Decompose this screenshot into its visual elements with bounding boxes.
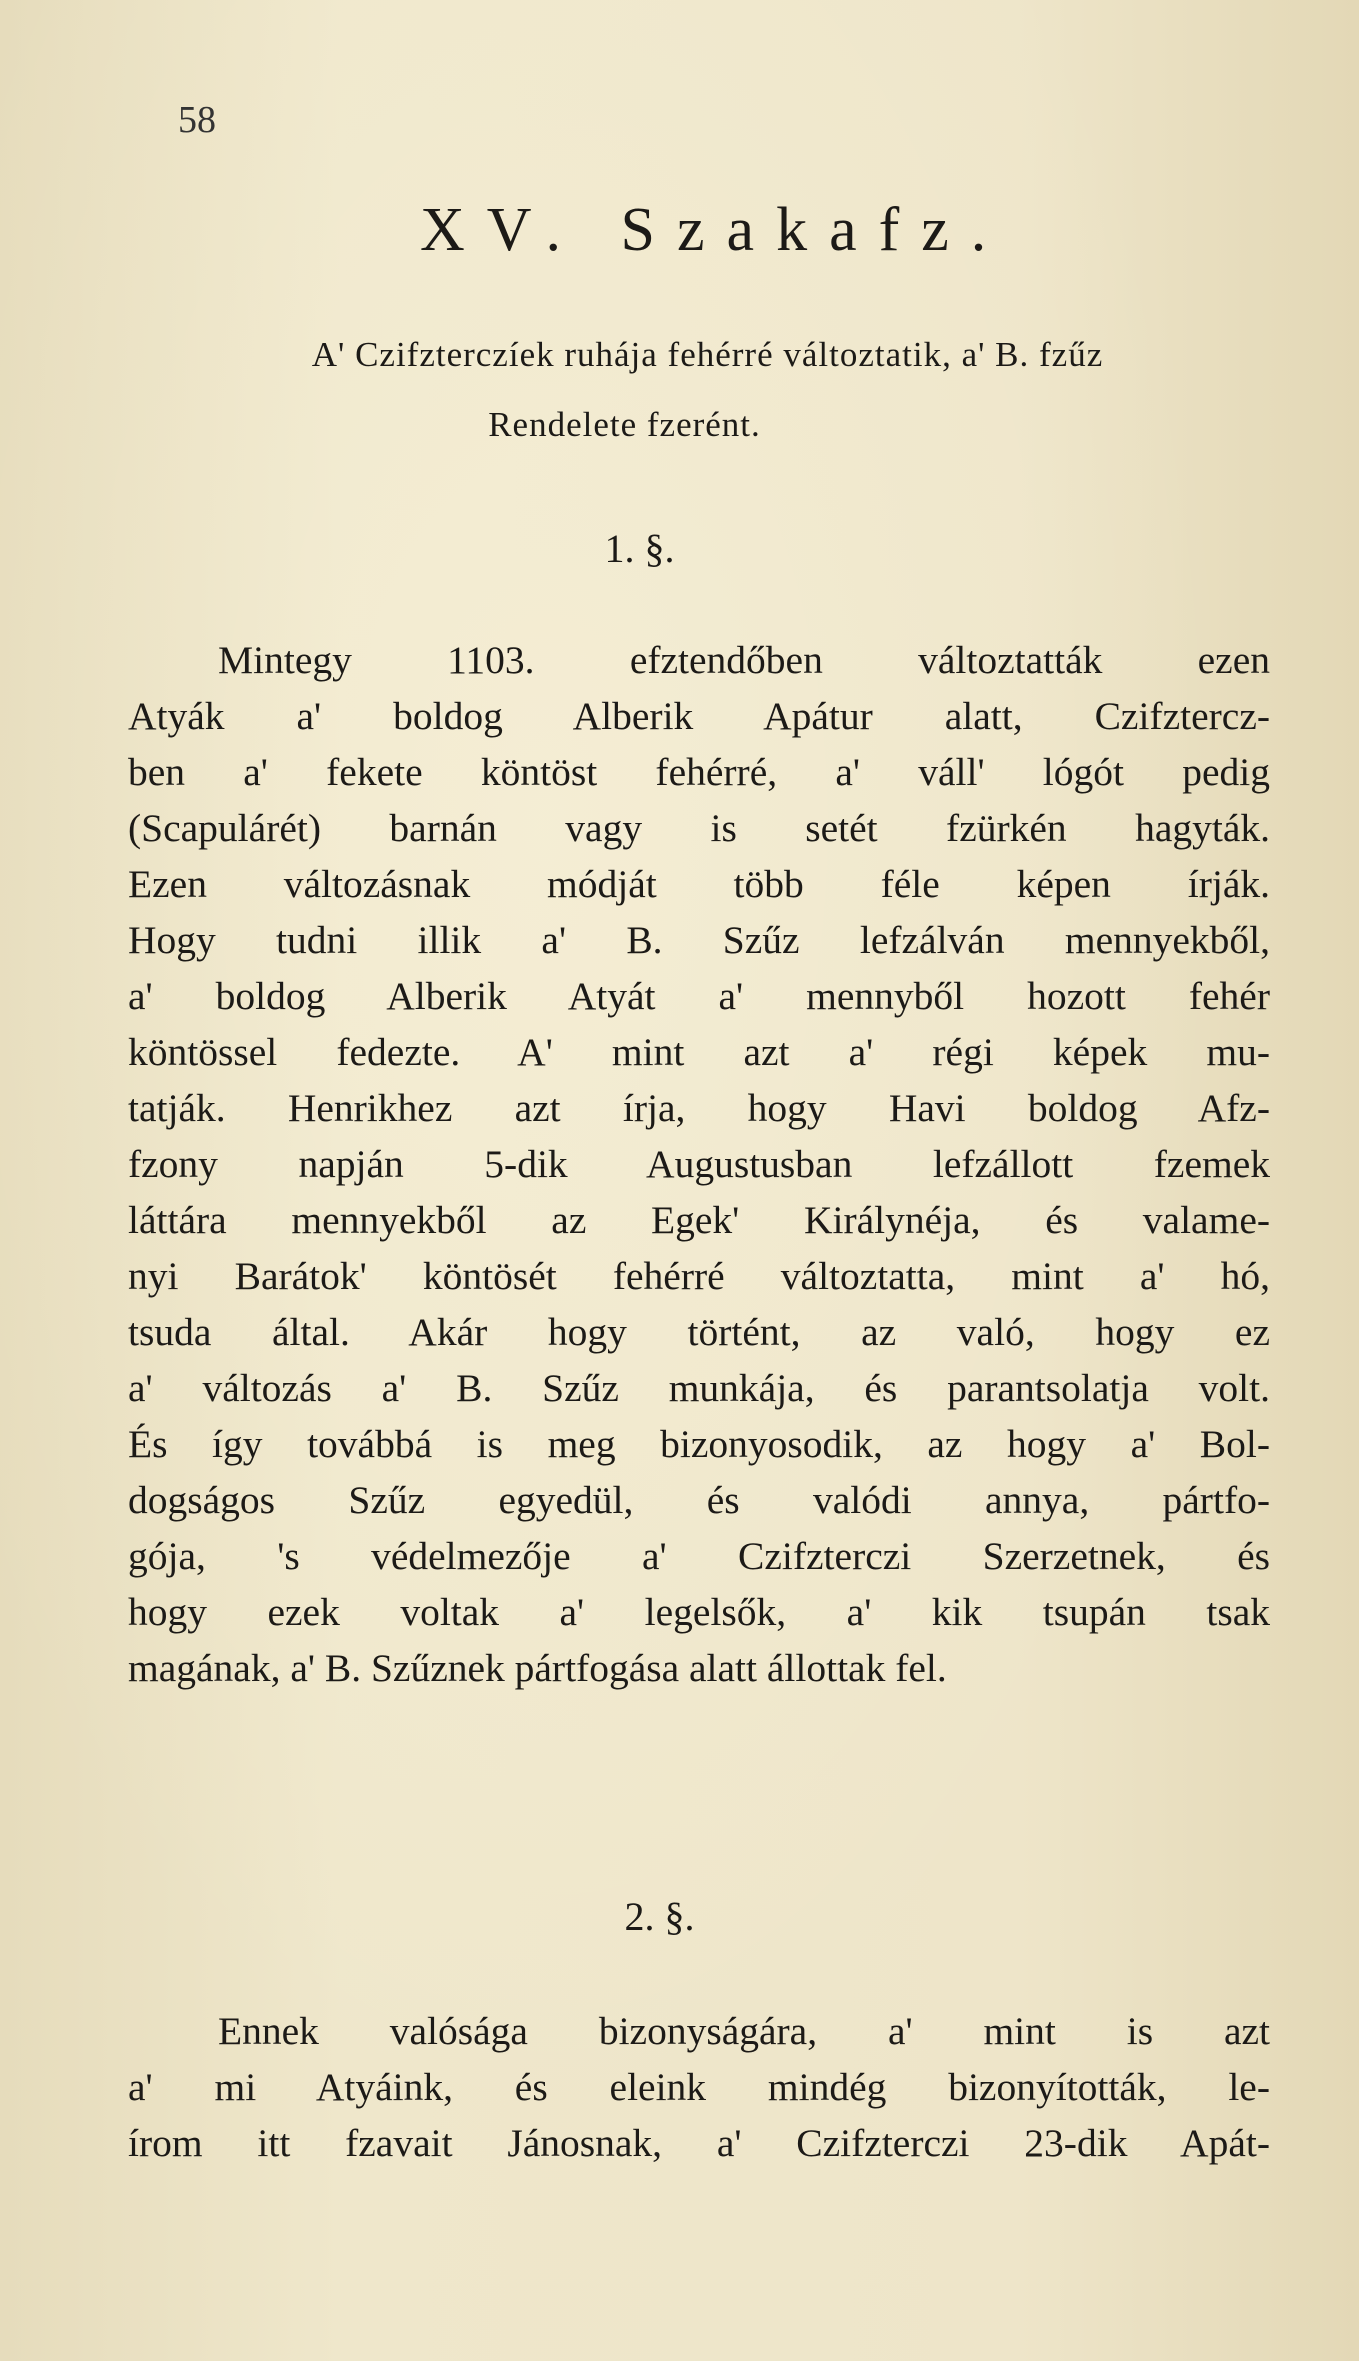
text-line: (Scapulárét) barnán vagy is setét fzürkén hagyták. [128,806,1270,850]
text-line: nyi Barátok' köntösét fehérré változtatta, mint a' hó, [128,1254,1270,1298]
chapter-subtitle-line: Rendelete fzerént. [488,405,761,444]
text-line: magának, a' B. Szűznek pártfogása alatt állottak fel. [128,1646,947,1690]
chapter-title: XV. Szakafz. [420,196,1009,264]
text-line: Hogy tudni illik a' B. Szűz lefzálván mennyekből, [128,918,1270,962]
section-heading-1: 1. §. [604,526,675,571]
text-line: tsuda által. Akár hogy történt, az való, hogy ez [128,1310,1270,1354]
text-line: Ezen változásnak módját több féle képen írják. [128,862,1270,906]
section-heading-2: 2. §. [624,1894,695,1939]
text-line: láttára mennyekből az Egek' Királynéja, és valame- [128,1198,1270,1242]
text-line: a' változás a' B. Szűz munkája, és parantsolatja volt. [128,1366,1270,1410]
text-line: tatják. Henrikhez azt írja, hogy Havi boldog Afz- [128,1086,1270,1130]
text-line: köntössel fedezte. A' mint azt a' régi képek mu- [128,1030,1270,1074]
text-line: írom itt fzavait Jánosnak, a' Czifzterczi 23-dik Apát- [128,2121,1270,2165]
text-line: gója, 's védelmezője a' Czifzterczi Szerzetnek, és [128,1534,1270,1578]
chapter-subtitle-line: A' Czifzterczíek ruhája fehérré változtatik, a' B. fzűz [311,335,1104,374]
text-line: a' mi Atyáink, és eleink mindég bizonyították, le- [128,2065,1270,2109]
text-line: hogy ezek voltak a' legelsők, a' kik tsupán tsak [128,1590,1270,1634]
text-line: ben a' fekete köntöst fehérré, a' váll' lógót pedig [128,750,1270,794]
text-line: És így továbbá is meg bizonyosodik, az hogy a' Bol- [128,1422,1270,1466]
text-line: fzony napján 5-dik Augustusban lefzállott fzemek [128,1142,1270,1186]
text-line: Mintegy 1103. efztendőben változtatták ezen [218,638,1270,682]
text-line: dogságos Szűz egyedül, és valódi annya, pártfo- [128,1478,1270,1522]
section-2-body [128,2003,1270,2171]
text-line: a' boldog Alberik Atyát a' mennyből hozott fehér [128,974,1270,1018]
text-line: Atyák a' boldog Alberik Apátur alatt, Czifztercz- [128,694,1270,738]
section-1-body [128,632,1270,1696]
page-number: 58 [178,99,216,141]
text-line: Ennek valósága bizonyságára, a' mint is azt [218,2009,1270,2053]
